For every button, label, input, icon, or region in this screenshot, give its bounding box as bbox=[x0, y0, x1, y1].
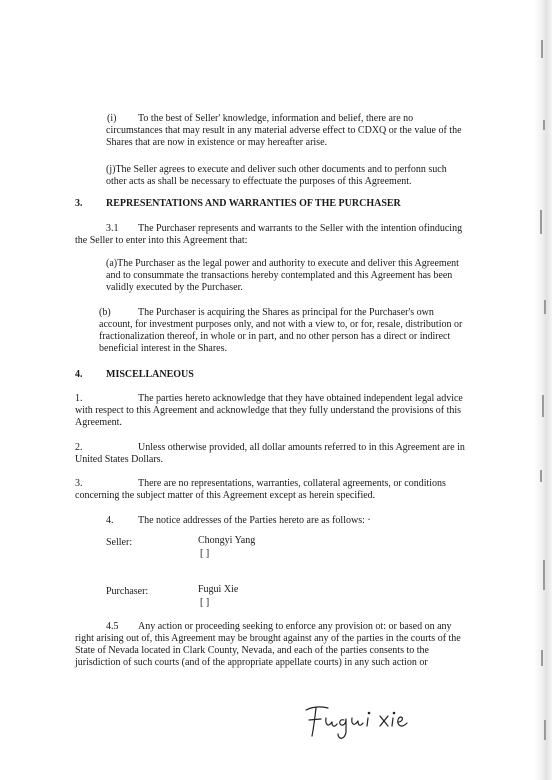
seller-label: Seller: bbox=[106, 537, 133, 548]
clause-4-5-line-4: jurisdiction of such courts (and of the appropriate appellate courts) in any such action or bbox=[75, 657, 428, 668]
clause-3-a-line-1: (a)The Purchaser as the legal power and authority to execute and deliver this Agreement bbox=[106, 258, 459, 269]
clause-4-3-number: 3. bbox=[75, 478, 83, 489]
clause-3-1-line-1: The Purchaser represents and warrants to the Seller with the intention ofinducing bbox=[138, 223, 463, 234]
clause-3-a-line-2: and to consummate the transactions hereby contemplated and this Agreement has been bbox=[106, 270, 453, 281]
item-i-line-2: circumstances that may result in any material adverse effect to CDXQ or the value of the bbox=[106, 125, 462, 136]
seller-name: Chongyi Yang bbox=[198, 535, 256, 546]
clause-4-5-number: 4.5 bbox=[106, 621, 119, 632]
clause-3-1-number: 3.1 bbox=[106, 223, 119, 234]
clause-4-2-number: 2. bbox=[75, 442, 83, 453]
purchaser-address: [ ] bbox=[200, 597, 210, 608]
section-3-heading: REPRESENTATIONS AND WARRANTIES OF THE PURCHASER bbox=[106, 198, 401, 209]
item-i-marker: (i) bbox=[107, 113, 117, 124]
item-i-line-1: To the best of Seller' knowledge, information and belief, there are no bbox=[138, 113, 414, 124]
section-4-number: 4. bbox=[75, 369, 83, 380]
clause-4-4-number: 4. bbox=[106, 515, 114, 526]
clause-4-5-line-3: State of Nevada located in Clark County, Nevada, and each of the parties consents to the bbox=[75, 645, 429, 656]
item-i-line-3: Shares that are now in existence or may hereafter arise. bbox=[106, 137, 328, 148]
clause-4-4-text: The notice addresses of the Parties hereto are as follows: · bbox=[138, 515, 371, 526]
item-j-line-1: (j)The Seller agrees to execute and deliver such other documents and to perfonn such bbox=[106, 164, 447, 175]
section-3-number: 3. bbox=[75, 198, 83, 209]
clause-4-5-line-1: Any action or proceeding seeking to enforce any provision ot: or based on any bbox=[138, 621, 452, 632]
clause-3-b-line-2: account, for investment purposes only, and not with a view to, or for, resale, distribution or bbox=[99, 319, 463, 330]
clause-4-1-line-1: The parties hereto acknowledge that they have obtained independent legal advice bbox=[138, 393, 463, 404]
clause-3-b-marker: (b) bbox=[99, 307, 111, 318]
clause-4-1-line-2: with respect to this Agreement and acknowledge that they fully understand the provisions of this bbox=[75, 405, 462, 416]
clause-4-3-line-1: There are no representations, warranties, collateral agreements, or conditions bbox=[138, 478, 446, 489]
clause-3-1-line-2: the Seller to enter into this Agreement that: bbox=[75, 235, 248, 246]
seller-address: [ ] bbox=[200, 548, 210, 559]
clause-3-b-line-4: beneficial interest in the Shares. bbox=[99, 343, 228, 354]
purchaser-label: Purchaser: bbox=[106, 586, 149, 597]
clause-4-3-line-2: concerning the subject matter of this Agreement except as herein specified. bbox=[75, 490, 376, 501]
scan-page-edge bbox=[534, 0, 552, 780]
clause-4-5-line-2: right arising out of, this Agreement may be brought against any of the parties in the courts of the bbox=[75, 633, 461, 644]
purchaser-name: Fugui Xie bbox=[198, 584, 239, 595]
handwritten-signature bbox=[300, 696, 410, 744]
clause-3-b-line-1: The Purchaser is acquiring the Shares as principal for the Purchaser's own bbox=[138, 307, 434, 318]
clause-3-a-line-3: validly executed by the Purchaser. bbox=[106, 282, 243, 293]
clause-4-1-number: 1. bbox=[75, 393, 83, 404]
clause-4-1-line-3: Agreement. bbox=[75, 417, 122, 428]
clause-3-b-line-3: fractionalization thereof, in whole or in part, and no other person has a direct or indirect bbox=[99, 331, 451, 342]
clause-4-2-line-1: Unless otherwise provided, all dollar amounts referred to in this Agreement are in bbox=[138, 442, 465, 453]
clause-4-2-line-2: United States Dollars. bbox=[75, 454, 164, 465]
item-j-line-2: other acts as shall be necessary to effectuate the purposes of this Agreement. bbox=[106, 176, 412, 187]
section-4-heading: MISCELLANEOUS bbox=[106, 369, 194, 380]
